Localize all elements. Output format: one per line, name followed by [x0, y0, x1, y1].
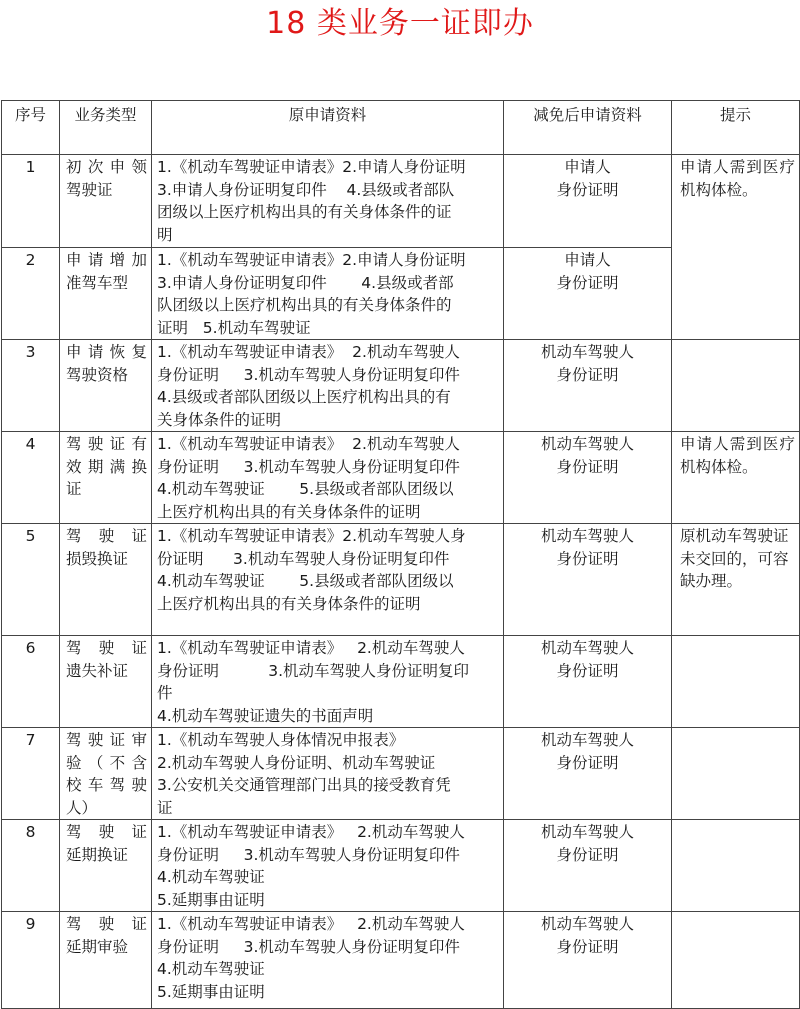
reduced-materials-cell	[504, 636, 672, 728]
original-materials-line: 身份证明 3.机动车驾驶人身份证明复印	[157, 661, 470, 680]
row-index: 6	[2, 636, 60, 728]
reduced-materials-cell	[504, 248, 672, 340]
original-materials-line: 身份证明 3.机动车驾驶人身份证明复印件	[157, 365, 460, 384]
header-hint: 提示	[672, 101, 800, 155]
reduced-materials-line: 申请人	[564, 251, 611, 269]
row-index: 1	[2, 155, 60, 248]
business-type-line: 延期换证	[66, 845, 129, 864]
hint-cell	[672, 820, 800, 912]
reduced-materials-line: 机动车驾驶人	[540, 823, 634, 841]
original-materials-line: 明	[157, 225, 173, 244]
reduced-materials-line: 机动车驾驶人	[540, 915, 634, 933]
original-materials-line: 4.机动车驾驶证	[157, 960, 265, 978]
original-materials-cell	[152, 524, 504, 636]
business-type-line: 损毁换证	[66, 549, 129, 568]
original-materials-line: 证明 5.机动车驾驶证	[157, 318, 311, 337]
hint-cell	[672, 728, 800, 820]
page-title: 18 类业务一证即办	[266, 6, 534, 41]
reduced-materials-cell	[504, 820, 672, 912]
original-materials-line: 团级以上医疗机构出具的有关身体条件的证	[157, 203, 452, 221]
original-materials-line: 身份证明 3.机动车驾驶人身份证明复印件	[157, 457, 460, 476]
business-type-cell	[60, 524, 152, 636]
business-type-line: 申请增加	[66, 251, 147, 269]
business-type-cell	[60, 820, 152, 912]
business-type-line: 驾驶证	[66, 527, 147, 545]
business-type-line: 效期满换	[66, 457, 147, 476]
business-table	[1, 100, 800, 1009]
hint-cell: 申请人需到医疗机构体检。	[672, 155, 800, 340]
original-materials-cell	[152, 340, 504, 432]
business-type-line: 驾驶证审	[66, 731, 147, 749]
original-materials-line: 4.机动车驾驶证 5.县级或者部队团级以	[157, 572, 454, 590]
original-materials-line: 证	[157, 798, 173, 817]
header-index: 序号	[2, 101, 60, 155]
row-index: 4	[2, 432, 60, 524]
original-materials-cell	[152, 820, 504, 912]
original-materials-line: 上医疗机构出具的有关身体条件的证明	[157, 502, 421, 521]
original-materials-line: 队团级以上医疗机构出具的有关身体条件的	[157, 296, 452, 314]
reduced-materials-line: 身份证明	[556, 549, 619, 568]
reduced-materials-cell	[504, 340, 672, 432]
original-materials-line: 1.《机动车驾驶证申请表》 2.机动车驾驶人	[157, 915, 465, 933]
table-row	[2, 912, 800, 1009]
hint-cell	[672, 636, 800, 728]
hint-cell: 申请人需到医疗机构体检。	[672, 432, 800, 524]
original-materials-cell	[152, 248, 504, 340]
row-index: 2	[2, 248, 60, 340]
row-index: 5	[2, 524, 60, 636]
row-index: 3	[2, 340, 60, 432]
original-materials-line: 关身体条件的证明	[157, 410, 282, 429]
business-type-line: 驾驶证	[66, 915, 147, 933]
business-type-line: 准驾车型	[66, 273, 129, 292]
original-materials-line: 1.《机动车驾驶证申请表》 2.机动车驾驶人	[157, 435, 460, 453]
original-materials-line: 5.延期事由证明	[157, 982, 265, 1001]
original-materials-line: 4.县级或者部队团级以上医疗机构出具的有	[157, 388, 451, 406]
reduced-materials-line: 机动车驾驶人	[540, 527, 634, 545]
original-materials-line: 1.《机动车驾驶证申请表》 2.机动车驾驶人	[157, 343, 460, 361]
business-type-line: 驾驶证有	[66, 435, 147, 453]
business-type-cell	[60, 248, 152, 340]
business-type-cell	[60, 432, 152, 524]
business-type-line: 驾驶资格	[66, 365, 129, 384]
row-index: 7	[2, 728, 60, 820]
original-materials-line: 上医疗机构出具的有关身体条件的证明	[157, 594, 421, 613]
original-materials-line: 4.机动车驾驶证遗失的书面声明	[157, 706, 374, 725]
business-type-line: 验（不含	[66, 753, 147, 772]
business-type-line: 遗失补证	[66, 661, 129, 680]
reduced-materials-line: 身份证明	[556, 845, 619, 864]
original-materials-line: 3.申请人身份证明复印件 4.县级或者部队	[157, 180, 455, 199]
business-type-line: 驾驶证	[66, 823, 147, 841]
reduced-materials-line: 机动车驾驶人	[540, 639, 634, 657]
reduced-materials-line: 身份证明	[556, 661, 619, 680]
table-row	[2, 432, 800, 524]
reduced-materials-line: 身份证明	[556, 753, 619, 772]
business-type-cell	[60, 340, 152, 432]
hint-cell: 原机动车驾驶证 未交回的，可容 缺办理。	[672, 524, 800, 636]
business-type-line: 校车驾驶	[66, 776, 147, 794]
header-business-type: 业务类型	[60, 101, 152, 155]
original-materials-cell	[152, 636, 504, 728]
business-type-line: 初次申领	[66, 158, 147, 176]
original-materials-line: 件	[157, 684, 173, 702]
reduced-materials-line: 身份证明	[556, 273, 619, 292]
original-materials-line: 3.申请人身份证明复印件 4.县级或者部	[157, 273, 454, 292]
reduced-materials-line: 机动车驾驶人	[540, 343, 634, 361]
business-type-cell	[60, 155, 152, 248]
reduced-materials-line: 机动车驾驶人	[540, 435, 634, 453]
reduced-materials-cell	[504, 155, 672, 248]
reduced-materials-cell	[504, 432, 672, 524]
row-index: 9	[2, 912, 60, 1009]
reduced-materials-line: 身份证明	[556, 180, 619, 199]
original-materials-line: 3.公安机关交通管理部门出具的接受教育凭	[157, 776, 451, 794]
table-row	[2, 636, 800, 728]
original-materials-cell	[152, 728, 504, 820]
original-materials-line: 1.《机动车驾驶证申请表》2.申请人身份证明	[157, 158, 466, 176]
reduced-materials-line: 身份证明	[556, 937, 619, 956]
original-materials-line: 2.机动车驾驶人身份证明、机动车驾驶证	[157, 753, 436, 772]
hint-cell	[672, 912, 800, 1009]
original-materials-line: 1.《机动车驾驶证申请表》 2.机动车驾驶人	[157, 823, 465, 841]
reduced-materials-line: 身份证明	[556, 457, 619, 476]
original-materials-line: 4.机动车驾驶证 5.县级或者部队团级以	[157, 480, 454, 498]
business-type-line: 延期审验	[66, 937, 129, 956]
original-materials-line: 1.《机动车驾驶证申请表》2.机动车驾驶人身	[157, 527, 466, 545]
original-materials-cell	[152, 432, 504, 524]
original-materials-cell	[152, 912, 504, 1009]
original-materials-line: 身份证明 3.机动车驾驶人身份证明复印件	[157, 937, 460, 956]
original-materials-line: 份证明 3.机动车驾驶人身份证明复印件	[157, 549, 450, 568]
table-row	[2, 728, 800, 820]
original-materials-line: 1.《机动车驾驶证申请表》2.申请人身份证明	[157, 251, 466, 269]
header-reduced-materials: 减免后申请资料	[504, 101, 672, 155]
table-header-row	[2, 101, 800, 155]
business-type-line: 证	[66, 480, 82, 498]
business-type-cell	[60, 912, 152, 1009]
reduced-materials-cell	[504, 524, 672, 636]
table-row	[2, 820, 800, 912]
table-row	[2, 524, 800, 636]
original-materials-line: 身份证明 3.机动车驾驶人身份证明复印件	[157, 845, 460, 864]
table-row	[2, 340, 800, 432]
business-type-line: 驾驶证	[66, 639, 147, 657]
original-materials-line: 4.机动车驾驶证	[157, 868, 265, 886]
table-body	[2, 155, 800, 1009]
row-index: 8	[2, 820, 60, 912]
business-type-line: 人）	[66, 798, 98, 817]
original-materials-cell	[152, 155, 504, 248]
hint-cell	[672, 340, 800, 432]
business-type-line: 申请恢复	[66, 343, 147, 361]
original-materials-line: 1.《机动车驾驶证申请表》 2.机动车驾驶人	[157, 639, 465, 657]
original-materials-line: 1.《机动车驾驶人身体情况申报表》	[157, 731, 405, 749]
business-type-cell	[60, 636, 152, 728]
table-row	[2, 155, 800, 248]
reduced-materials-cell	[504, 728, 672, 820]
reduced-materials-line: 申请人	[564, 158, 611, 176]
original-materials-line: 5.延期事由证明	[157, 890, 265, 909]
business-type-cell	[60, 728, 152, 820]
reduced-materials-line: 身份证明	[556, 365, 619, 384]
reduced-materials-cell	[504, 912, 672, 1009]
reduced-materials-line: 机动车驾驶人	[540, 731, 634, 749]
header-original-materials: 原申请资料	[152, 101, 504, 155]
business-type-line: 驾驶证	[66, 180, 113, 199]
